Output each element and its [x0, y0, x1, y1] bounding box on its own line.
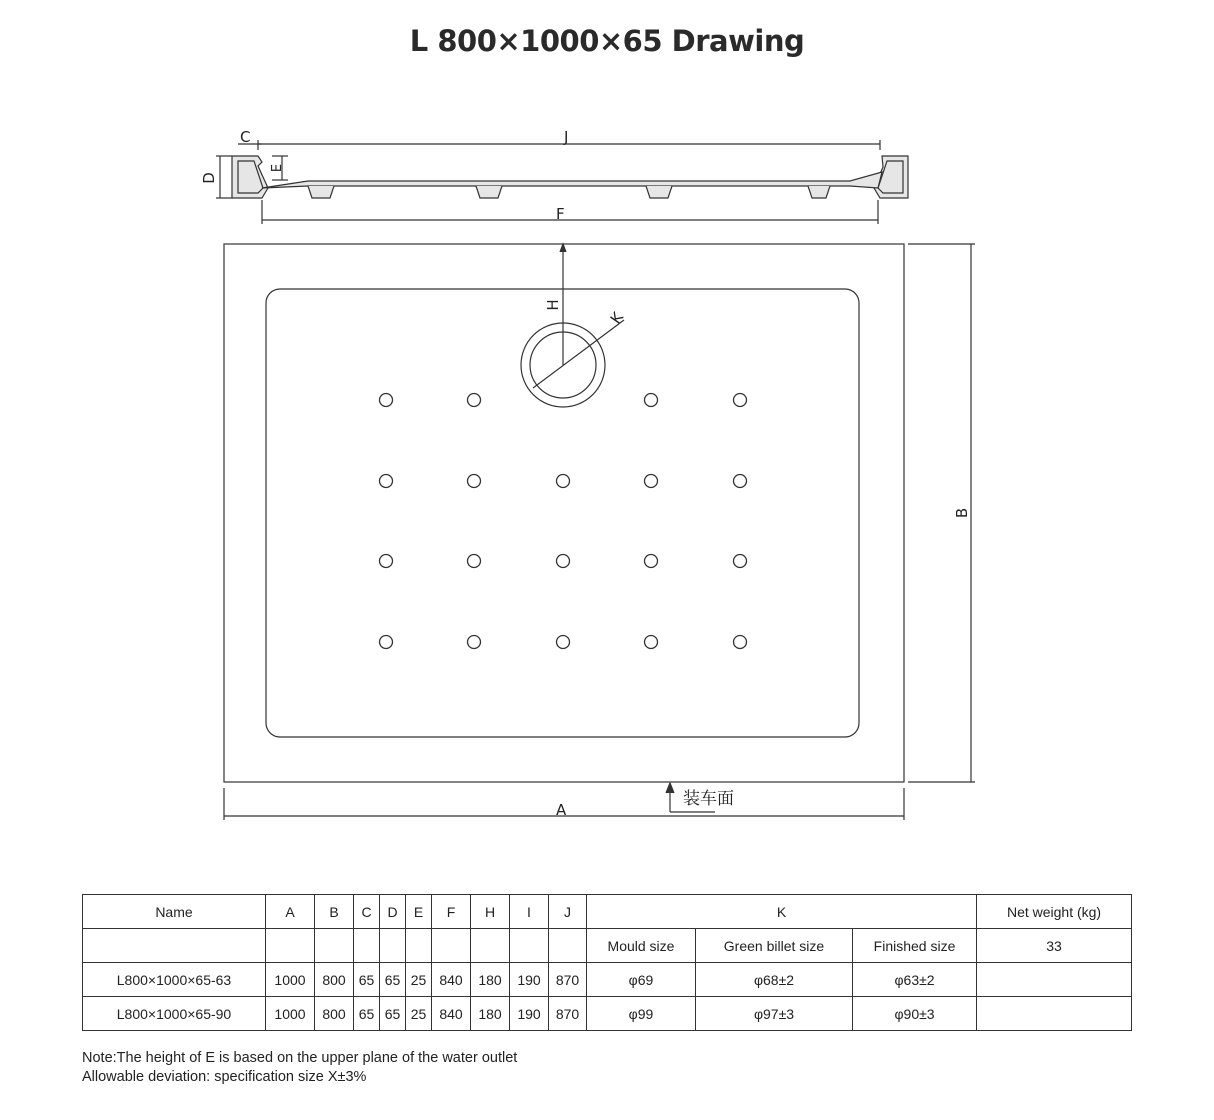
base-plate [262, 172, 882, 188]
anti-slip-dots [380, 394, 747, 649]
subheader-green-billet-size: Green billet size [696, 929, 853, 963]
label-f: F [556, 205, 565, 223]
note-line-1: Note:The height of E is based on the upper plane of the water outlet [82, 1050, 518, 1066]
dot [645, 636, 658, 649]
net-weight-value: 33 [977, 929, 1132, 963]
cell-finished: φ90±3 [853, 997, 977, 1031]
dot [557, 555, 570, 568]
label-k: K [606, 308, 628, 328]
cell-b: 800 [315, 963, 354, 997]
label-e: E [270, 163, 285, 173]
cell-i: 190 [510, 997, 549, 1031]
cell-a: 1000 [266, 997, 315, 1031]
label-b: B [953, 507, 971, 519]
cell-e: 25 [406, 963, 432, 997]
table-row [83, 997, 1132, 1031]
cell-green: φ68±2 [696, 963, 853, 997]
subheader-mould-size: Mould size [587, 929, 696, 963]
dot [380, 394, 393, 407]
cell-b: 800 [315, 997, 354, 1031]
cell-f: 840 [432, 997, 471, 1031]
cell-name: L800×1000×65-90 [83, 997, 266, 1031]
notes [82, 1049, 517, 1087]
dot [557, 636, 570, 649]
label-a: A [556, 801, 567, 819]
header-h: H [471, 895, 510, 929]
table-subheader-row [83, 929, 1132, 963]
cell-mould: φ99 [587, 997, 696, 1031]
header-name: Name [83, 895, 266, 929]
subheader-finished-size: Finished size [853, 929, 977, 963]
cell-j: 870 [549, 963, 587, 997]
cell-finished: φ63±2 [853, 963, 977, 997]
note-line-2: Allowable deviation: specification size X±3% [82, 1069, 367, 1085]
dot [734, 475, 747, 488]
header-i: I [510, 895, 549, 929]
dot [468, 394, 481, 407]
rib-2 [476, 186, 502, 198]
dot [645, 394, 658, 407]
spec-table [82, 894, 1132, 1031]
cell-weight [977, 997, 1132, 1031]
dot [645, 555, 658, 568]
page-title: L 800×1000×65 Drawing [409, 24, 805, 58]
cell-weight [977, 963, 1132, 997]
header-a: A [266, 895, 315, 929]
cell-mould: φ69 [587, 963, 696, 997]
cell-c: 65 [354, 963, 380, 997]
dot [380, 555, 393, 568]
header-j: J [549, 895, 587, 929]
cell-d: 65 [380, 963, 406, 997]
dot [557, 475, 570, 488]
label-loading-face: 装车面 [683, 789, 734, 809]
rib-1 [308, 186, 334, 198]
cell-j: 870 [549, 997, 587, 1031]
dot [380, 636, 393, 649]
header-e: E [406, 895, 432, 929]
cell-f: 840 [432, 963, 471, 997]
label-j: J [564, 128, 569, 146]
rib-4 [808, 186, 830, 198]
rib-3 [646, 186, 672, 198]
dot [734, 555, 747, 568]
label-h: H [544, 299, 562, 311]
header-c: C [354, 895, 380, 929]
plan-view [224, 244, 975, 820]
header-f: F [432, 895, 471, 929]
cell-name: L800×1000×65-63 [83, 963, 266, 997]
header-k: K [587, 895, 977, 929]
header-d: D [380, 895, 406, 929]
cell-e: 25 [406, 997, 432, 1031]
cell-green: φ97±3 [696, 997, 853, 1031]
header-net-weight: Net weight (kg) [977, 895, 1132, 929]
dot [468, 475, 481, 488]
header-b: B [315, 895, 354, 929]
cell-d: 65 [380, 997, 406, 1031]
label-d: D [200, 172, 218, 184]
dot [734, 636, 747, 649]
tray-outline [224, 244, 904, 782]
dot [468, 636, 481, 649]
table-row [83, 963, 1132, 997]
cell-a: 1000 [266, 963, 315, 997]
table-header-row [83, 895, 1132, 929]
dot [734, 394, 747, 407]
dot [468, 555, 481, 568]
cell-h: 180 [471, 997, 510, 1031]
label-c: C [240, 128, 251, 146]
dot [380, 475, 393, 488]
cell-i: 190 [510, 963, 549, 997]
cell-h: 180 [471, 963, 510, 997]
dot [645, 475, 658, 488]
cell-c: 65 [354, 997, 380, 1031]
